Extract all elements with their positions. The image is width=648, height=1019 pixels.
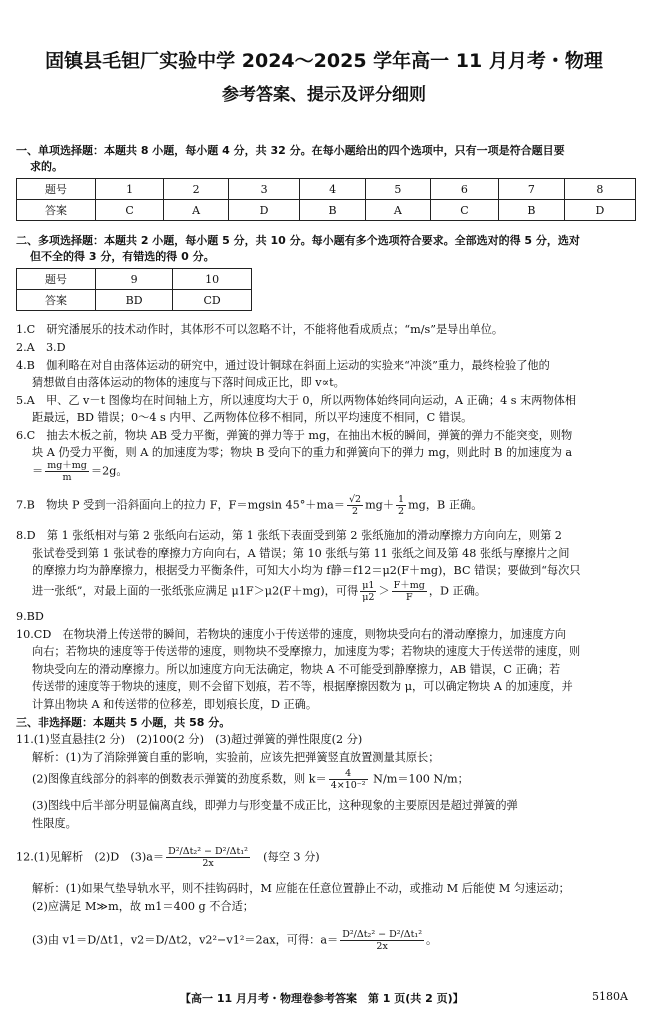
section2-heading-line1: 二、多项选择题：本题共 2 小题，每小题 5 分，共 10 分。每小题有多个选项符合要求。全部选对的得 5 分，选对 xyxy=(16,234,580,247)
item-4-line1: 4.B 伽利略在对自由落体运动的研究中，通过设计铜球在斜面上运动的实验来“冲淡”重力，最终检验了他的 xyxy=(16,359,550,372)
item-10-line5: 计算出物块 A 和传送带的位移差，即划痕长度，D 正确。 xyxy=(32,698,318,711)
q12-explanation-3: (3)由 v1＝D/Δt1，v2＝D/Δt2，v2²−v1²＝2ax，可得：a＝ $\frac{\text{D²/Δt₂² − D²/Δt₁²}}{2x}$ 。 xyxy=(32,929,438,952)
item-6-line2: 块 A 仍受力平衡，则 A 的加速度为零；物块 B 受向下的重力和弹簧向下的弹力 mg，则此时 B 的加速度为 a xyxy=(32,446,573,459)
item-8-line3: 的摩擦力均为静摩擦力，根据受力平衡条件，可知大小均为 f静＝f12＝μ2(F＋mg)，BC 错误；要做到“每次只 xyxy=(32,564,581,577)
item-8-line2: 张试卷受到第 1 张试卷的摩擦力方向向右，A 错误；第 10 张纸与第 11 张纸之间及第 48 张纸与摩擦片之间 xyxy=(32,547,570,560)
item-1: 1.C 研究潘展乐的技术动作时，其体形不可以忽略不计，不能将他看成质点；“m/s”是导出单位。 xyxy=(16,323,504,336)
question-number: 10 xyxy=(173,269,252,290)
item-8-line1: 8.D 第 1 张纸相对与第 2 张纸向右运动，第 1 张纸下表面受到第 2 张纸施加的滑动摩擦力方向向左，则第 2 xyxy=(16,529,562,542)
section1-heading-line2: 求的。 xyxy=(30,160,63,173)
table-row xyxy=(17,269,252,290)
item-9: 9.BD xyxy=(16,610,44,623)
item-2-3: 2.A 3.D xyxy=(16,341,66,354)
q12-explanation-2: (2)应满足 M≫m，故 m1＝400 g 不合适； xyxy=(32,900,254,913)
answer-cell: C xyxy=(430,200,498,221)
q11-explanation-2: (2)图像直线部分的斜率的倒数表示弹簧的劲度系数，则 k＝ $\frac{4}{\text{4×10⁻²}}$ N/m＝100 N/m； xyxy=(32,768,469,791)
item-10-line2: 向右；若物块的速度等于传送带的速度，则物块不受摩擦力，加速度为零；若物块的速度大于传送带的速度，则 xyxy=(32,645,581,658)
fraction: $\frac{1}{2}$ xyxy=(398,494,405,517)
fraction: $\frac{√2}{2}$ xyxy=(348,494,362,517)
question-number: 9 xyxy=(96,269,173,290)
question-number: 3 xyxy=(229,179,300,200)
q12-answers: 12.(1)见解析 (2)D (3)a＝ $\frac{\text{D²/Δt₂² − D²/Δt₁²}}{2x}$ (每空 3 分) xyxy=(16,846,320,869)
answer-cell: B xyxy=(499,200,565,221)
row-label-answer: 答案 xyxy=(17,290,96,311)
item-5-line1: 5.A 甲、乙 v－t 图像均在时间轴上方，所以速度均大于 0，所以两物体始终同向运动，A 正确；4 s 末两物体相 xyxy=(16,394,577,407)
answer-cell: BD xyxy=(96,290,173,311)
item-10-line1: 10.CD 在物块滑上传送带的瞬间，若物块的速度小于传送带的速度，则物块受向右的滑动摩擦力，加速度方向 xyxy=(16,628,566,641)
q11-explanation-1: 解析：(1)为了消除弹簧自重的影响，实验前，应该先把弹簧竖直放置测量其原长； xyxy=(32,751,440,764)
table-row xyxy=(17,179,636,200)
item-10-line4: 传送带的速度等于物块的速度，则不会留下划痕，若不等，根据摩擦因数为 μ，可以确定物块 A 的加速度，并 xyxy=(32,680,573,693)
item-7: 7.B 物块 P 受到一沿斜面向上的拉力 F，F＝mgsin 45°＋ma＝ $\frac{√2}{2}$ mg＋ $\frac{1}{2}$ mg，B 正确。 xyxy=(16,494,483,517)
fraction: $\frac{mg+mg}{m}$ xyxy=(47,460,87,483)
table-row xyxy=(17,290,252,311)
question-number: 1 xyxy=(96,179,164,200)
row-label-answer: 答案 xyxy=(17,200,96,221)
item-8-line4: 进一张纸”，对最上面的一张纸张应满足 μ1F＞μ2(F＋mg)，可得 $\frac{\mu 1}{\mu 2}$ ＞ $\frac{F+mg}{F}$ ，D 正确。 xyxy=(32,580,487,603)
fraction: $\frac{\text{D²/Δt₂² − D²/Δt₁²}}{2x}$ xyxy=(168,846,248,869)
fraction: $\frac{\text{D²/Δt₂² − D²/Δt₁²}}{2x}$ xyxy=(342,929,423,952)
item-6-line1: 6.C 抽去木板之前，物块 AB 受力平衡，弹簧的弹力等于 mg，在抽出木板的瞬间，弹簧的弹力不能突变，则物 xyxy=(16,429,573,442)
section2-heading-line2: 但不全的得 3 分，有错选的得 0 分。 xyxy=(30,250,215,263)
page-title: 固镇县毛钽厂实验中学 2024～2025 学年高一 11 月月考・物理 xyxy=(45,50,603,72)
section1-heading-line1: 一、单项选择题：本题共 8 小题，每小题 4 分，共 32 分。在每小题给出的四个选项中，只有一项是符合题目要 xyxy=(16,144,565,157)
fraction: $\frac{F+mg}{F}$ xyxy=(393,580,425,603)
question-number: 6 xyxy=(430,179,498,200)
question-number: 5 xyxy=(365,179,430,200)
item-6-line3: ＝ $\frac{mg+mg}{m}$ ＝2g。 xyxy=(32,460,128,483)
answer-cell: A xyxy=(164,200,229,221)
answer-cell: D xyxy=(229,200,300,221)
question-number: 4 xyxy=(300,179,366,200)
q11-answers: 11.(1)竖直悬挂(2 分) (2)100(2 分) (3)超过弹簧的弹性限度(2 分) xyxy=(16,733,363,746)
multi-choice-answer-table xyxy=(16,268,252,311)
answer-cell: B xyxy=(300,200,366,221)
answer-cell: CD xyxy=(173,290,252,311)
question-number: 7 xyxy=(499,179,565,200)
question-number: 8 xyxy=(564,179,635,200)
answer-cell: A xyxy=(365,200,430,221)
item-5-line2: 距最远，BD 错误；0～4 s 内甲、乙两物体位移不相同，所以平均速度不相同，C 错误。 xyxy=(32,411,473,424)
q11-explanation-4: 性限度。 xyxy=(32,817,77,830)
page-subtitle: 参考答案、提示及评分细则 xyxy=(222,85,426,105)
fraction: $\frac{4}{\text{4×10⁻²}}$ xyxy=(330,768,366,791)
single-choice-answer-table xyxy=(16,178,636,221)
footer-page-info: 【高一 11 月月考・物理卷参考答案 第 1 页(共 2 页)】 xyxy=(180,992,464,1005)
section3-heading: 三、非选择题：本题共 5 小题，共 58 分。 xyxy=(16,716,231,729)
q11-explanation-3: (3)图线中后半部分明显偏离直线，即弹力与形变量不成正比，这种现象的主要原因是超过弹簧的弹 xyxy=(32,799,518,812)
footer-code: 5180A xyxy=(592,990,628,1003)
item-4-line2: 猜想做自由落体运动的物体的速度与下落时间成正比，即 v∝t。 xyxy=(32,376,345,389)
fraction: $\frac{\mu 1}{\mu 2}$ xyxy=(362,580,375,603)
item-10-line3: 物块受向左的滑动摩擦力。所以加速度方向无法确定，物块 A 不可能受到静摩擦力，AB 错误，C 正确；若 xyxy=(32,663,561,676)
answer-cell: C xyxy=(96,200,164,221)
row-label-question: 题号 xyxy=(17,179,96,200)
q12-explanation-1: 解析：(1)如果气垫导轨水平，则不挂钩码时，M 应能在任意位置静止不动，或推动 M 后能使 M 匀速运动； xyxy=(32,882,570,895)
row-label-question: 题号 xyxy=(17,269,96,290)
table-row xyxy=(17,200,636,221)
answer-cell: D xyxy=(564,200,635,221)
question-number: 2 xyxy=(164,179,229,200)
